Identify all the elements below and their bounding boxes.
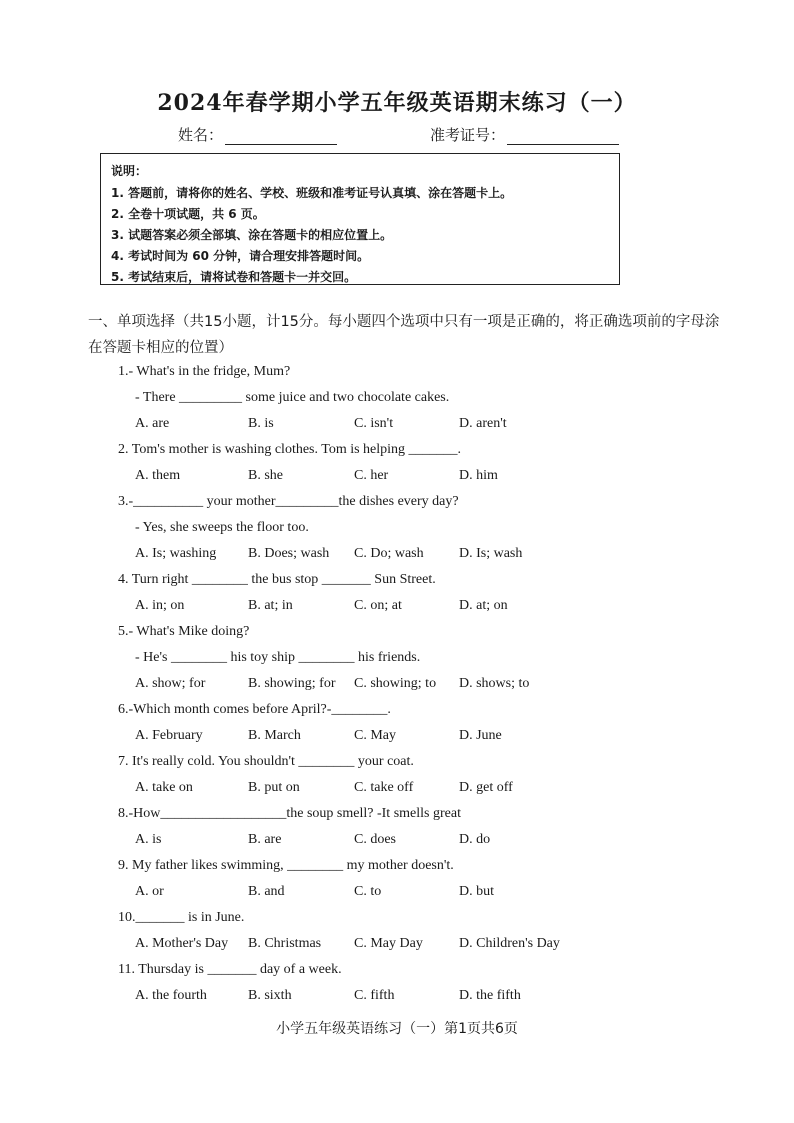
answer-option[interactable]: B. and (248, 884, 285, 899)
answer-option[interactable]: B. Christmas (248, 936, 322, 951)
answer-option[interactable]: D. Children's Day (459, 936, 560, 951)
exam-number-field-row (430, 124, 619, 145)
answer-option[interactable]: D. Is; wash (459, 546, 523, 561)
question-stem: 7. It's really cold. You shouldn't ________ your coat. (118, 754, 414, 769)
answer-option[interactable]: B. showing; for (248, 676, 336, 691)
question-stem: 1.- What's in the fridge, Mum? (118, 364, 291, 379)
question-line: - He's ________ his toy ship ________ his friends. (135, 650, 421, 665)
question-stem: 5.- What's Mike doing? (118, 624, 250, 639)
answer-option[interactable]: B. March (248, 728, 301, 743)
name-blank[interactable] (225, 130, 337, 145)
instruction-item: 3. 试题答案必须全部填、涂在答题卡的相应位置上。 (111, 228, 393, 242)
question-stem: 3.-__________ your mother_________the dishes every day? (118, 494, 459, 509)
answer-option[interactable]: C. May (354, 728, 396, 743)
exam-number-blank[interactable] (507, 130, 619, 145)
answer-option[interactable]: D. him (459, 468, 498, 483)
answer-option[interactable]: A. are (135, 416, 170, 431)
answer-option[interactable]: B. at; in (248, 598, 293, 613)
answer-option[interactable]: D. do (459, 832, 491, 847)
answer-option[interactable]: A. them (135, 468, 181, 483)
instructions-box (100, 153, 620, 285)
answer-option[interactable]: C. her (354, 468, 389, 483)
answer-option[interactable]: B. are (248, 832, 282, 847)
exam-number-label: 准考证号： (430, 126, 506, 144)
answer-option[interactable]: D. the fifth (459, 988, 521, 1003)
exam-title: 2024年春学期小学五年级英语期末练习（一） (157, 90, 637, 116)
instruction-item: 5. 考试结束后，请将试卷和答题卡一并交回。 (111, 270, 357, 284)
answer-option[interactable]: B. sixth (248, 988, 292, 1003)
instruction-item: 2. 全卷十项试题，共 6 页。 (111, 207, 265, 221)
answer-option[interactable]: A. show; for (135, 676, 206, 691)
question-stem: 6.-Which month comes before April?-________. (118, 702, 391, 717)
answer-option[interactable]: A. February (135, 728, 203, 743)
page-footer: 小学五年级英语练习（一）第1页共6页 (276, 1021, 518, 1037)
question-stem: 9. My father likes swimming, ________ my mother doesn't. (118, 858, 454, 873)
answer-option[interactable]: A. Is; washing (135, 546, 217, 561)
name-label: 姓名： (178, 126, 224, 144)
instruction-item: 4. 考试时间为 60 分钟，请合理安排答题时间。 (111, 249, 370, 263)
instructions-heading: 说明： (111, 164, 148, 178)
answer-option[interactable]: D. at; on (459, 598, 508, 613)
answer-option[interactable]: A. take on (135, 780, 193, 795)
question-stem: 11. Thursday is _______ day of a week. (118, 962, 342, 977)
answer-option[interactable]: C. to (354, 884, 382, 899)
question-stem: 8.-How__________________the soup smell? -It smells great (118, 806, 461, 821)
name-field-row (178, 124, 337, 145)
answer-option[interactable]: A. in; on (135, 598, 185, 613)
question-stem: 4. Turn right ________ the bus stop _______ Sun Street. (118, 572, 436, 587)
answer-option[interactable]: A. is (135, 832, 162, 847)
answer-option[interactable]: C. fifth (354, 988, 395, 1003)
question-stem: 2. Tom's mother is washing clothes. Tom is helping _______. (118, 442, 462, 457)
answer-option[interactable]: A. Mother's Day (135, 936, 229, 951)
answer-option[interactable]: D. shows; to (459, 676, 530, 691)
answer-option[interactable]: D. aren't (459, 416, 507, 431)
answer-option[interactable]: B. put on (248, 780, 300, 795)
section-heading: 一、单项选择（共15小题，计15分。每小题四个选项中只有一项是正确的，将正确选项前的字母涂在答题卡相应的位置） (88, 314, 720, 356)
answer-option[interactable]: C. May Day (354, 936, 423, 951)
answer-option[interactable]: C. on; at (354, 598, 402, 613)
answer-option[interactable]: A. or (135, 884, 164, 899)
answer-option[interactable]: D. June (459, 728, 502, 743)
question-line: - There _________ some juice and two chocolate cakes. (135, 390, 450, 405)
question-line: - Yes, she sweeps the floor too. (135, 520, 309, 535)
answer-option[interactable]: D. but (459, 884, 494, 899)
answer-option[interactable]: B. she (248, 468, 283, 483)
answer-option[interactable]: C. showing; to (354, 676, 437, 691)
answer-option[interactable]: C. take off (354, 780, 414, 795)
answer-option[interactable]: C. does (354, 832, 396, 847)
answer-option[interactable]: D. get off (459, 780, 513, 795)
question-stem: 10._______ is in June. (118, 910, 245, 925)
answer-option[interactable]: B. Does; wash (248, 546, 330, 561)
answer-option[interactable]: C. Do; wash (354, 546, 424, 561)
answer-option[interactable]: C. isn't (354, 416, 394, 431)
answer-option[interactable]: B. is (248, 416, 274, 431)
answer-option[interactable]: A. the fourth (135, 988, 207, 1003)
instruction-item: 1. 答题前，请将你的姓名、学校、班级和准考证号认真填、涂在答题卡上。 (111, 186, 513, 200)
